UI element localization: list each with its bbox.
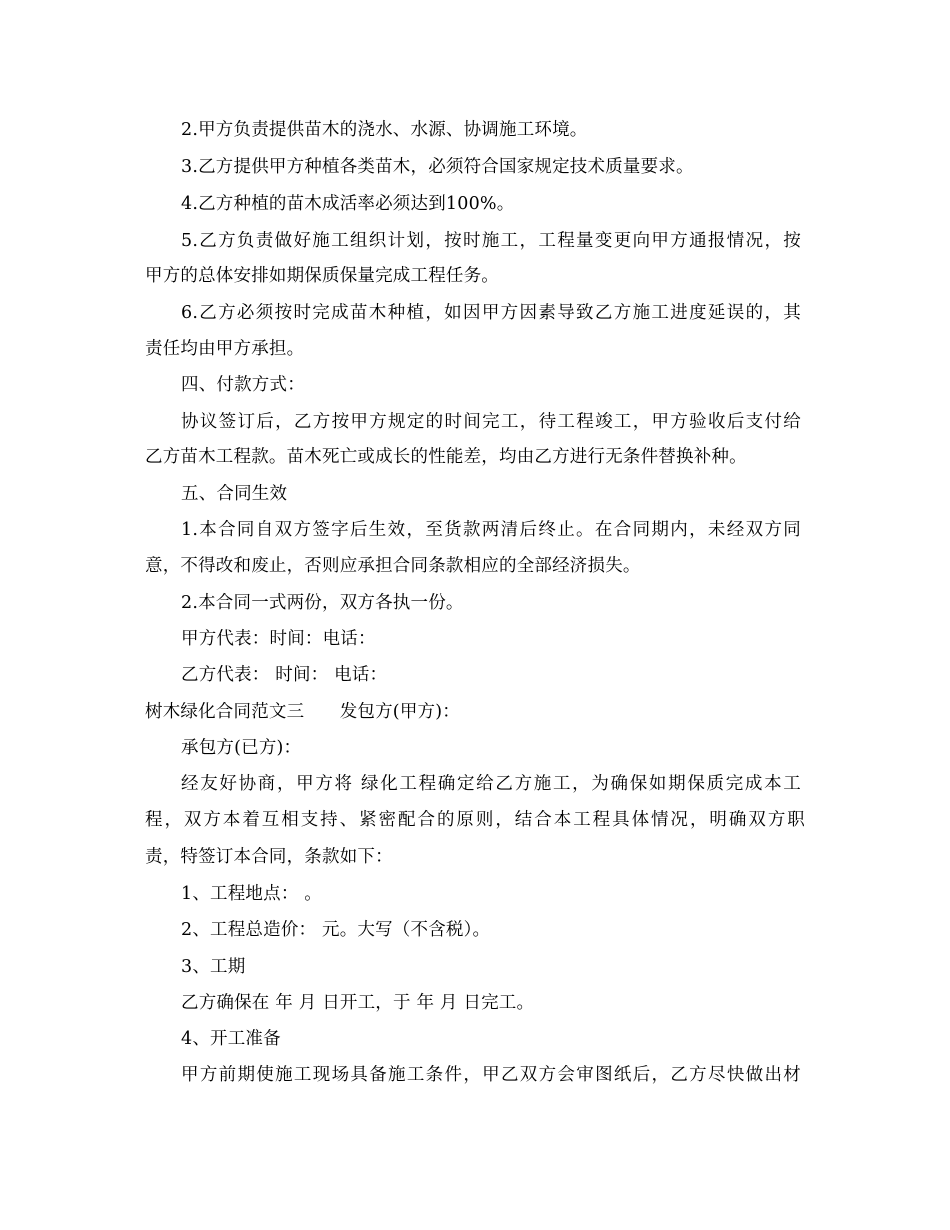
paragraph-line: 乙方苗木工程款。苗木死亡或成长的性能差，均由乙方进行无条件替换补种。 [145, 447, 747, 467]
contract-title-line: 树木绿化合同范文三 发包方(甲方)： [145, 702, 460, 722]
paragraph-line: 经友好协商，甲方将 绿化工程确定给乙方施工，为确保如期保质完成本工 [181, 774, 801, 794]
paragraph-line: 意，不得改和废止，否则应承担合同条款相应的全部经济损失。 [145, 556, 641, 576]
paragraph-line: 甲方的总体安排如期保质保量完成工程任务。 [145, 266, 499, 286]
clause-heading: 4、开工准备 [181, 1029, 281, 1049]
paragraph-line: 4.乙方种植的苗木成活率必须达到100%。 [181, 194, 515, 214]
paragraph-line: 5.乙方负责做好施工组织计划，按时施工，工程量变更向甲方通报情况，按 [181, 231, 801, 251]
clause-heading: 3、工期 [181, 957, 246, 977]
paragraph-line: 6.乙方必须按时完成苗木种植，如因甲方因素导致乙方施工进度延误的，其 [181, 303, 801, 323]
section-heading: 五、合同生效 [181, 484, 288, 504]
signature-line: 甲方代表：时间：电话： [181, 629, 376, 649]
paragraph-line: 甲方前期使施工现场具备施工条件，甲乙双方会审图纸后，乙方尽快做出材 [181, 1065, 801, 1085]
paragraph-line: 承包方(已方)： [181, 738, 302, 758]
section-heading: 四、付款方式： [181, 375, 305, 395]
clause-line: 2、工程总造价： 元。大写（不含税）。 [181, 920, 491, 940]
paragraph-line: 乙方确保在 年 月 日开工，于 年 月 日完工。 [181, 993, 535, 1013]
paragraph-line: 2.本合同一式两份，双方各执一份。 [181, 593, 464, 613]
paragraph-line: 1.本合同自双方签字后生效，至货款两清后终止。在合同期内，未经双方同 [181, 520, 801, 540]
paragraph-line: 2.甲方负责提供苗木的浇水、水源、协调施工环境。 [181, 120, 588, 140]
paragraph-line: 责，特签订本合同，条款如下： [145, 847, 393, 867]
signature-line: 乙方代表： 时间： 电话： [181, 665, 388, 685]
clause-line: 1、工程地点： 。 [181, 884, 322, 904]
paragraph-line: 协议签订后，乙方按甲方规定的时间完工，待工程竣工，甲方验收后支付给 [181, 412, 801, 432]
paragraph-line: 责任均由甲方承担。 [145, 339, 305, 359]
paragraph-line: 程，双方本着互相支持、紧密配合的原则，结合本工程具体情况，明确双方职 [145, 810, 805, 830]
paragraph-line: 3.乙方提供甲方种植各类苗木，必须符合国家规定技术质量要求。 [181, 157, 694, 177]
